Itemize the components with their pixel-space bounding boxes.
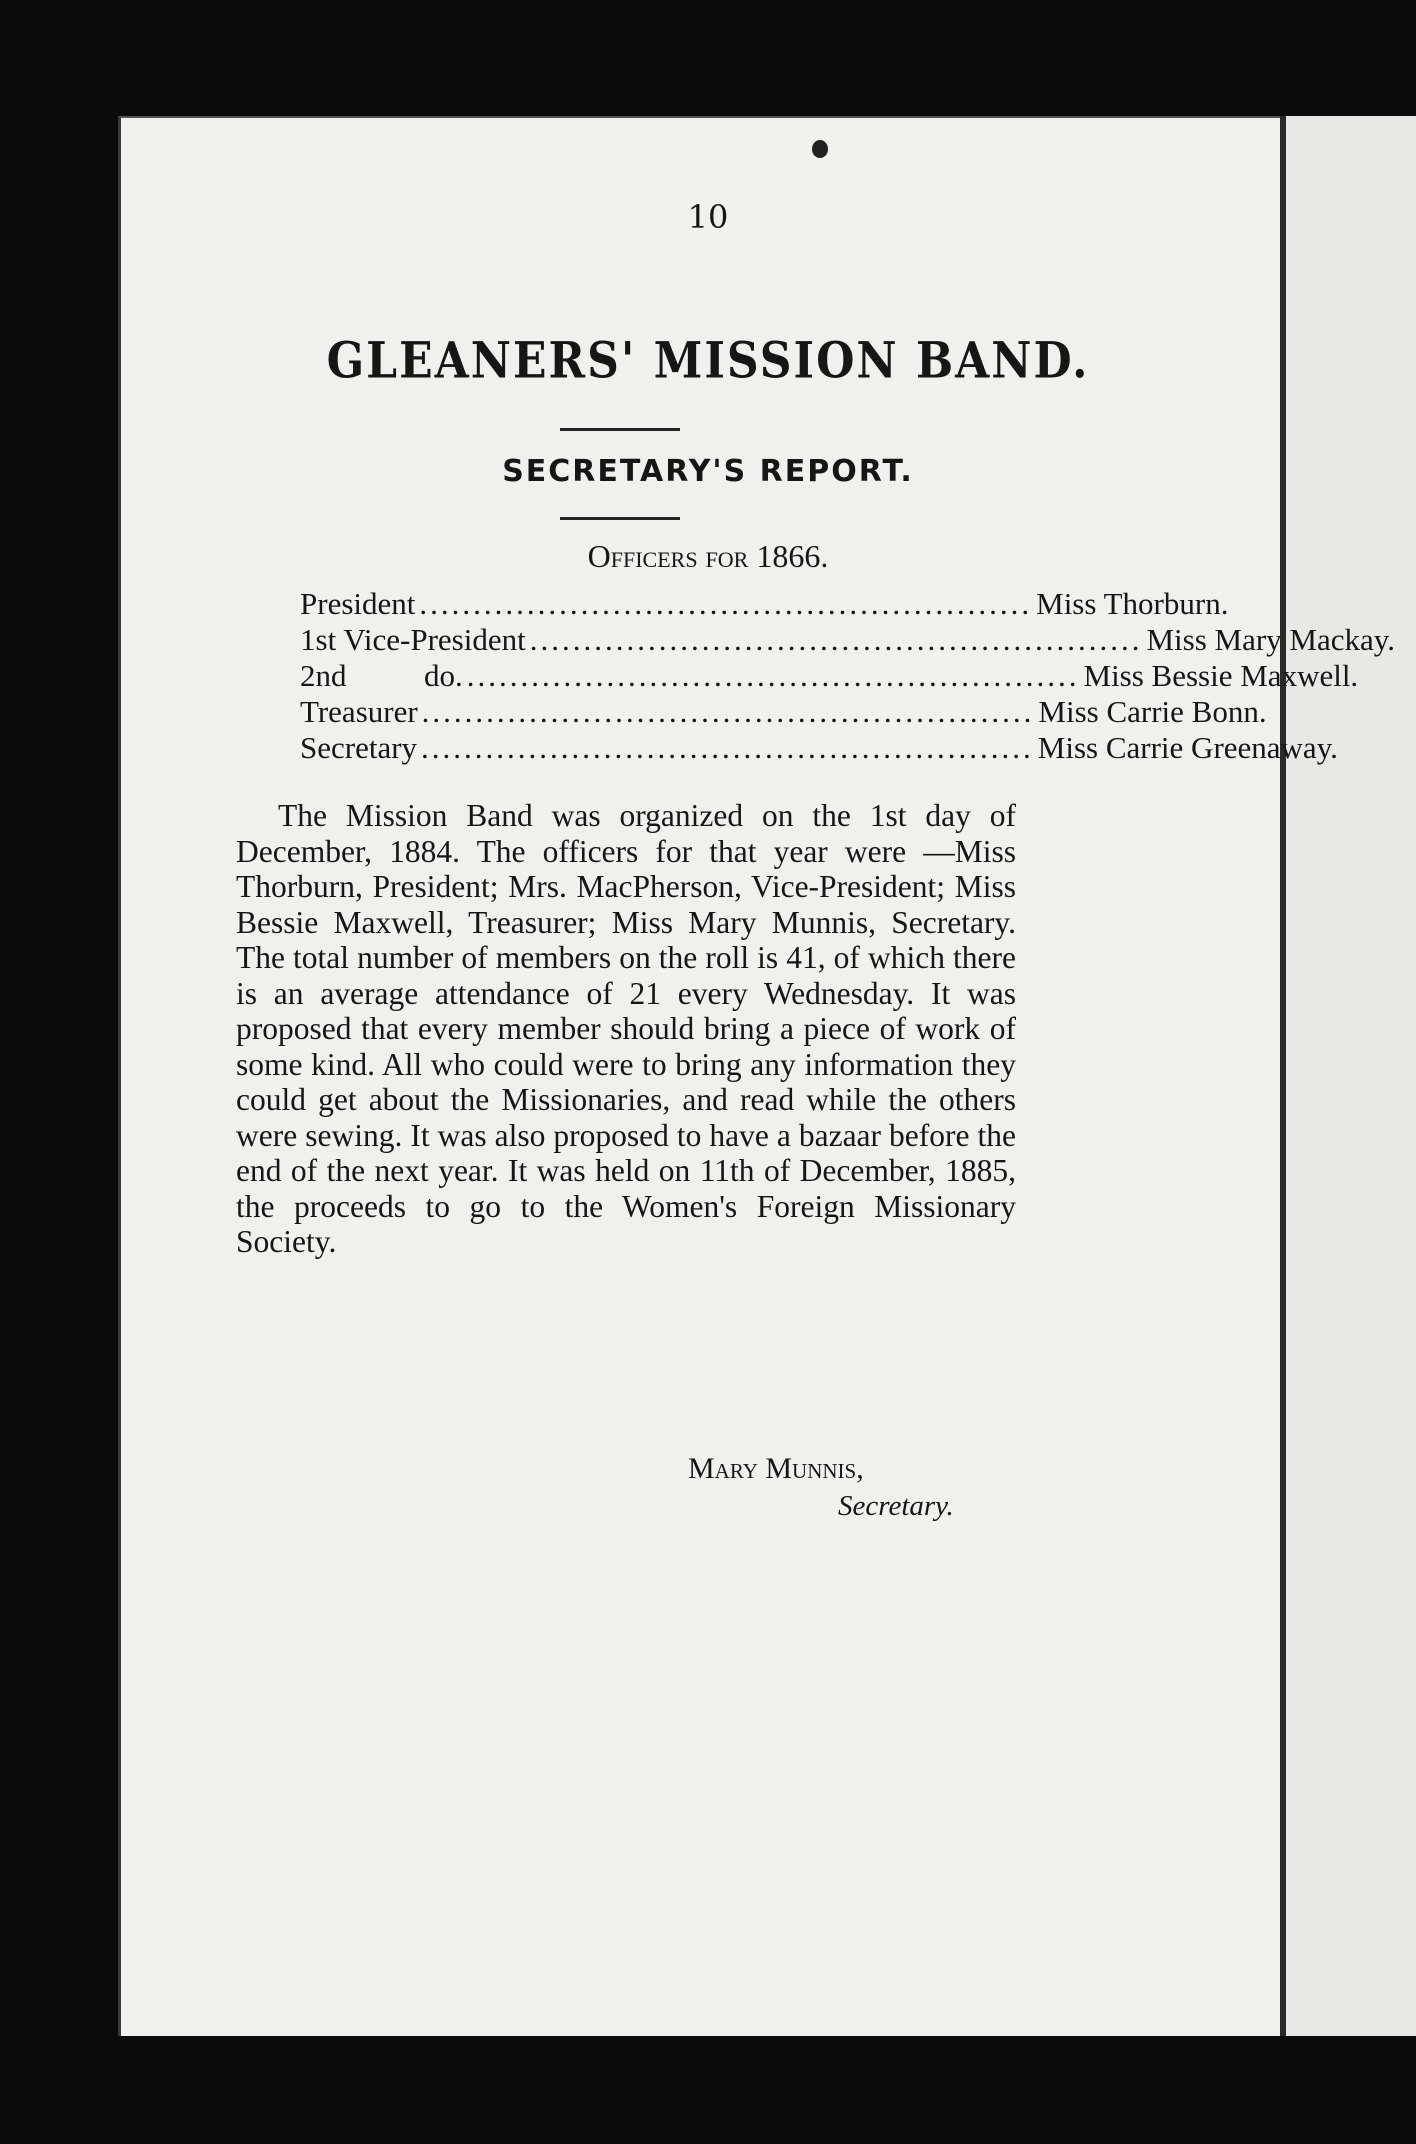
officer-name: Miss Bessie Maxwell. — [1083, 658, 1359, 693]
dot-leader: ......................................................... — [466, 658, 1080, 693]
signature-title: Secretary. — [838, 1490, 954, 1522]
page-number: 10 — [687, 198, 729, 236]
title-rule — [560, 428, 680, 431]
dot-leader: ......................................................... — [419, 586, 1033, 621]
officer-row — [300, 694, 1267, 730]
document-subtitle: SECRETARY'S REPORT. — [502, 454, 914, 489]
officer-role: Treasurer — [300, 694, 418, 729]
dot-leader: ......................................................... — [421, 694, 1035, 729]
report-body: The Mission Band was organized on the 1st day of December, 1884. The officers for that year were —Miss Thorburn, President; Mrs. MacPherson, Vice-President; Miss Bessie Maxwell, Treasurer; Miss Mary Munnis, Secretary. The total number of members on the roll is 41, of which there is an average attendance of 21 every Wednesday. It was proposed that every member should bring a piece of work of some kind. All who could were to bring any information they could get about the Missionaries, and read while the others were sewing. It was also proposed to have a bazaar before the end of the next year. It was held on 11th of December, 1885, the proceeds to go to the Women's Foreign Missionary Society. — [236, 798, 1016, 1259]
dot-leader: ......................................................... — [529, 622, 1143, 657]
officers-heading: Officers for 1866. — [587, 538, 829, 574]
officer-role: 1st Vice-President — [300, 622, 526, 657]
signature-name: Mary Munnis, — [688, 1452, 864, 1485]
officer-row — [300, 586, 1229, 622]
officer-row — [300, 658, 1359, 694]
officer-role: Secretary — [300, 730, 418, 765]
officer-name: Miss Carrie Greenaway. — [1037, 730, 1338, 765]
subtitle-rule — [560, 517, 680, 520]
officer-name: Miss Thorburn. — [1036, 586, 1229, 621]
officer-name: Miss Mary Mackay. — [1146, 622, 1395, 657]
officer-name: Miss Carrie Bonn. — [1038, 694, 1267, 729]
adjacent-page — [1286, 116, 1416, 2036]
document-title: GLEANERS' MISSION BAND. — [326, 332, 1090, 391]
dot-leader: ......................................................... — [421, 730, 1034, 765]
officers-list — [300, 586, 1395, 766]
officer-role: President — [300, 586, 416, 621]
ink-spot — [812, 140, 828, 158]
officer-row — [300, 730, 1338, 766]
officer-role: 2nd do. — [300, 658, 463, 693]
officer-row — [300, 622, 1395, 658]
